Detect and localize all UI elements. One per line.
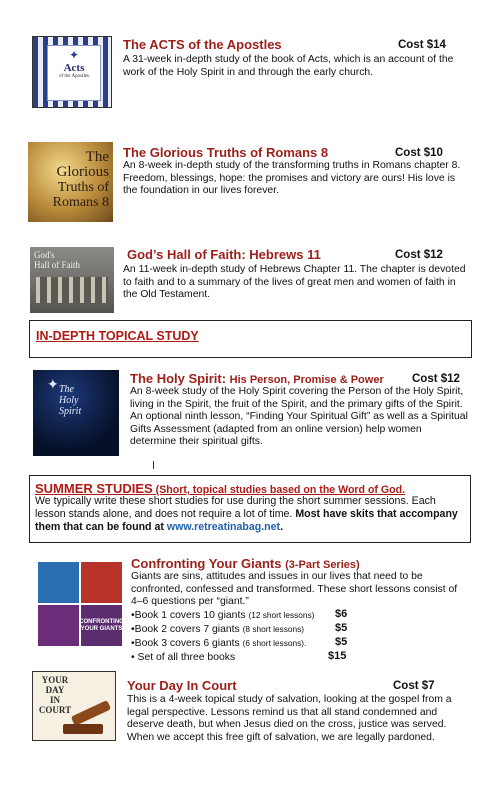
- giants-title: [131, 556, 360, 571]
- summer-studies-box: [29, 475, 471, 543]
- book-text: •Book 1 covers 10 giants: [131, 610, 249, 621]
- hebrews-cover-line: God's: [34, 250, 55, 260]
- giants-book-2-price: $5: [335, 622, 348, 634]
- summer-body: We typically write these short studies for use during the short summer sessions. Each lesson stands alone, and does not require a lot of time.: [35, 495, 436, 520]
- holy-spirit-cover-line: The: [59, 384, 74, 395]
- giants-book-1: [131, 608, 314, 623]
- giants-cover-label: CONFRONTING YOUR GIANTS: [81, 605, 122, 646]
- summer-url-link[interactable]: www.retreatinabag.net: [166, 521, 281, 533]
- summer-heading-sub: (Short, topical studies based on the Word of God.: [152, 484, 406, 496]
- acts-title: The ACTS of the Apostles: [123, 37, 282, 52]
- holy-spirit-title-sub: His Person, Promise & Power: [229, 374, 384, 386]
- hebrews-cover: [30, 247, 114, 313]
- acts-cost: Cost $14: [398, 39, 446, 51]
- topical-heading-box: [29, 320, 472, 358]
- acts-cover: [32, 36, 112, 108]
- giants-title-sub: (3-Part Series): [285, 559, 360, 571]
- dove-icon: ✦: [47, 376, 59, 392]
- romans-cover-line: Glorious: [56, 164, 109, 180]
- hall-columns: [36, 277, 108, 303]
- romans-cost: Cost $10: [395, 147, 443, 159]
- court-title: Your Day In Court: [127, 678, 237, 693]
- romans-title: The Glorious Truths of Romans 8: [123, 145, 329, 160]
- romans-cover-line: Truths of: [57, 180, 109, 195]
- acts-cover-title: Acts: [63, 62, 85, 74]
- book-lessons: (6 short lessons).: [242, 638, 307, 648]
- book-text: • Set of all three books: [131, 652, 236, 663]
- book-text: •Book 2 covers 7 giants: [131, 624, 243, 635]
- summer-heading-main: SUMMER STUDIES: [35, 481, 153, 496]
- holy-spirit-cover: [33, 370, 119, 456]
- holy-spirit-title: [130, 371, 384, 386]
- summer-bold: Most have skits that accompany them that can be found at: [35, 508, 458, 533]
- hebrews-title: God’s Hall of Faith: Hebrews 11: [127, 247, 321, 262]
- holy-spirit-cost: Cost $12: [412, 373, 460, 385]
- giants-description: Giants are sins, attitudes and issues in our lives that need to be confronted, confessed and transformed. These short lessons consist of 4–6 questions per “giant.”: [131, 571, 458, 608]
- giants-book-3: [131, 636, 306, 651]
- topical-heading: IN-DEPTH TOPICAL STUDY: [36, 329, 199, 343]
- holy-spirit-cover-line: Spirit: [59, 406, 82, 417]
- acts-cover-subtitle: of the Apostles: [59, 74, 89, 79]
- giants-book-set: [131, 650, 235, 665]
- holy-spirit-title-main: The Holy Spirit:: [130, 371, 230, 386]
- summer-text: [35, 495, 465, 534]
- book-lessons: (8 short lessons): [242, 624, 304, 634]
- giants-cover: [38, 562, 122, 646]
- court-cover-line: COURT: [38, 705, 72, 715]
- romans-description: An 8-week in-depth study of the transforming truths in Romans chapter 8. Freedom, blessings, hope: the promises and victory are ours! His love is the foundation in our lives forever.: [123, 160, 461, 197]
- court-cover-line: YOUR DAY: [41, 675, 69, 695]
- summer-end: .: [280, 521, 284, 533]
- divider-mark: [153, 461, 154, 469]
- romans-cover: [28, 142, 113, 222]
- court-description: This is a 4-week topical study of salvation, looking at the gospel from a legal perspective. Lessons remind us that all stand condemned and deserve death, but when Jesus died on the cross, justice was served. When we accept this free gift of salvation, we are legally pardoned.: [127, 694, 452, 743]
- book-lessons: (12 short lessons): [248, 610, 315, 620]
- hebrews-cover-line: Hall of Faith: [34, 260, 80, 270]
- romans-cover-line: The: [85, 149, 109, 165]
- dove-icon: ✦: [68, 48, 80, 62]
- giants-book-2: [131, 622, 304, 637]
- giants-title-main: Confronting Your Giants: [131, 556, 286, 571]
- hebrews-cost: Cost $12: [395, 249, 443, 261]
- holy-spirit-cover-line: Holy: [59, 395, 79, 406]
- giants-book-1-price: $6: [335, 608, 348, 620]
- giants-book-set-price: $15: [328, 650, 347, 662]
- court-cover-line: IN: [49, 695, 60, 705]
- hebrews-description: An 11-week in-depth study of Hebrews Chapter 11. The chapter is devoted to faith and to a summary of the lives of great men and women of faith in the Old Testament.: [123, 264, 466, 301]
- book-text: •Book 3 covers 6 giants: [131, 638, 243, 649]
- acts-description: A 31-week in-depth study of the book of Acts, which is an account of the work of the Holy Spirit in and through the early church.: [123, 54, 454, 78]
- court-cost: Cost $7: [393, 680, 435, 692]
- romans-cover-line: Romans 8: [52, 195, 109, 210]
- court-cover: [32, 671, 116, 741]
- giants-book-3-price: $5: [335, 636, 348, 648]
- holy-spirit-description: An 8-week study of the Holy Spirit covering the Person of the Holy Spirit, living in the Spirit, the fruit of the Spirit, and the primary gifts of the Spirit. An optional ninth lesson, “Finding Your Spiritual Gift” as well as a Spiritual Gifts Assessment (adapted from an online version) help women determine their spiritual gifts.: [130, 386, 468, 448]
